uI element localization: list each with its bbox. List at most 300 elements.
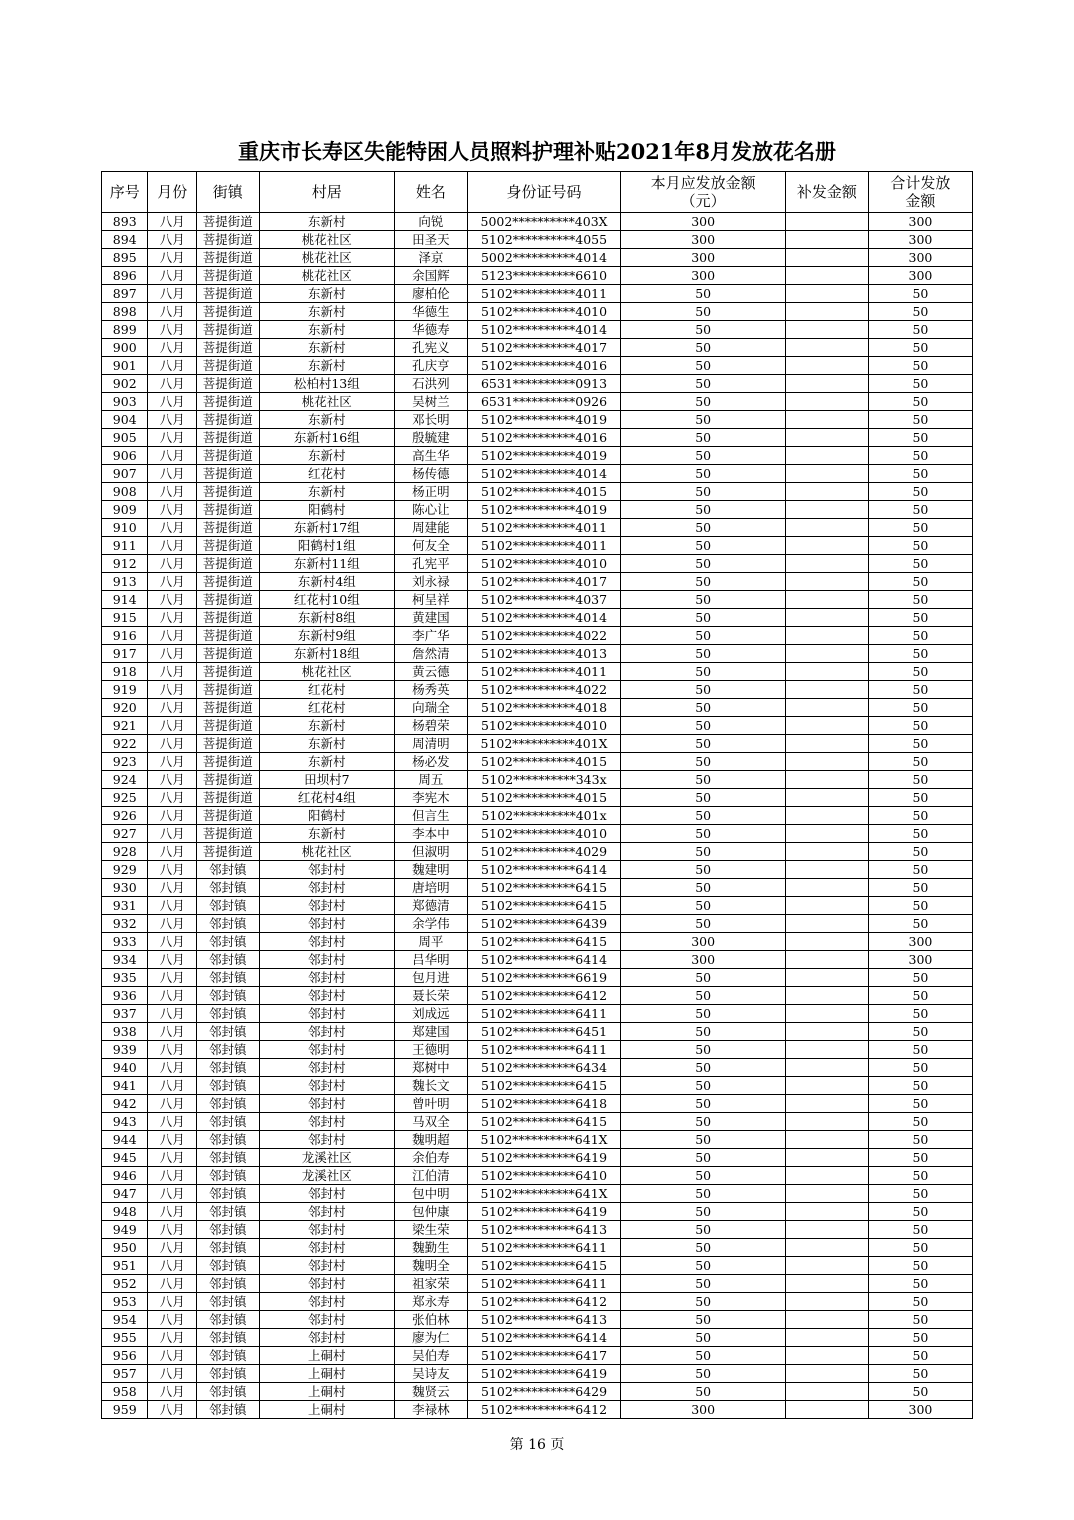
table-row — [102, 645, 973, 663]
cell-id: 5102**********6415 — [467, 1257, 621, 1275]
cell-id: 5102**********6429 — [467, 1383, 621, 1401]
cell-street: 菩提街道 — [196, 501, 259, 519]
cell-month: 八月 — [148, 879, 197, 897]
cell-village: 红花村10组 — [259, 591, 394, 609]
cell-name: 郑建国 — [395, 1023, 468, 1041]
cell-name: 聂长荣 — [395, 987, 468, 1005]
cell-street: 邻封镇 — [196, 951, 259, 969]
table-row — [102, 609, 973, 627]
cell-amount: 50 — [621, 501, 786, 519]
cell-month: 八月 — [148, 1221, 197, 1239]
cell-id: 5102**********4017 — [467, 573, 621, 591]
cell-total: 50 — [868, 1329, 972, 1347]
cell-amount: 50 — [621, 1113, 786, 1131]
cell-name: 王德明 — [395, 1041, 468, 1059]
cell-id: 5102**********4010 — [467, 717, 621, 735]
table-row — [102, 1059, 973, 1077]
cell-id: 5102**********6414 — [467, 951, 621, 969]
table-row — [102, 825, 973, 843]
cell-village: 松柏村13组 — [259, 375, 394, 393]
page-title: 重庆市长寿区失能特困人员照料护理补贴2021年8月发放花名册 — [237, 139, 837, 164]
cell-id: 5102**********6411 — [467, 1275, 621, 1293]
cell-village: 东新村17组 — [259, 519, 394, 537]
table-row — [102, 1239, 973, 1257]
cell-seq: 950 — [102, 1239, 148, 1257]
cell-total: 50 — [868, 969, 972, 987]
cell-street: 邻封镇 — [196, 1329, 259, 1347]
cell-village: 阳鹤村1组 — [259, 537, 394, 555]
cell-month: 八月 — [148, 1059, 197, 1077]
cell-reissue — [786, 861, 869, 879]
cell-month: 八月 — [148, 1203, 197, 1221]
cell-name: 魏贤云 — [395, 1383, 468, 1401]
cell-village: 东新村 — [259, 213, 394, 231]
cell-amount: 50 — [621, 1023, 786, 1041]
cell-reissue — [786, 1023, 869, 1041]
cell-seq: 912 — [102, 555, 148, 573]
cell-street: 邻封镇 — [196, 897, 259, 915]
cell-month: 八月 — [148, 1311, 197, 1329]
cell-village: 桃花社区 — [259, 663, 394, 681]
cell-street: 菩提街道 — [196, 447, 259, 465]
table-row — [102, 1293, 973, 1311]
table-row — [102, 285, 973, 303]
cell-name: 刘成远 — [395, 1005, 468, 1023]
cell-reissue — [786, 789, 869, 807]
cell-seq: 941 — [102, 1077, 148, 1095]
cell-village: 上硐村 — [259, 1401, 394, 1419]
table-row — [102, 393, 973, 411]
cell-month: 八月 — [148, 1257, 197, 1275]
cell-amount: 300 — [621, 249, 786, 267]
cell-reissue — [786, 681, 869, 699]
cell-seq: 919 — [102, 681, 148, 699]
cell-id: 5102**********4015 — [467, 753, 621, 771]
cell-month: 八月 — [148, 987, 197, 1005]
cell-street: 菩提街道 — [196, 735, 259, 753]
table-row — [102, 1023, 973, 1041]
cell-reissue — [786, 951, 869, 969]
cell-amount: 50 — [621, 1365, 786, 1383]
cell-village: 桃花社区 — [259, 843, 394, 861]
cell-id: 5102**********6419 — [467, 1149, 621, 1167]
cell-street: 邻封镇 — [196, 1185, 259, 1203]
cell-total: 300 — [868, 213, 972, 231]
cell-month: 八月 — [148, 1383, 197, 1401]
cell-reissue — [786, 1329, 869, 1347]
cell-seq: 956 — [102, 1347, 148, 1365]
cell-id: 5102**********6413 — [467, 1311, 621, 1329]
cell-village: 邻封村 — [259, 987, 394, 1005]
cell-street: 菩提街道 — [196, 483, 259, 501]
cell-seq: 913 — [102, 573, 148, 591]
cell-street: 邻封镇 — [196, 1167, 259, 1185]
cell-id: 5102**********4010 — [467, 303, 621, 321]
cell-month: 八月 — [148, 717, 197, 735]
cell-seq: 931 — [102, 897, 148, 915]
table-row — [102, 1041, 973, 1059]
cell-reissue — [786, 501, 869, 519]
cell-amount: 50 — [621, 303, 786, 321]
cell-seq: 914 — [102, 591, 148, 609]
cell-id: 5102**********6414 — [467, 861, 621, 879]
cell-id: 6531**********0926 — [467, 393, 621, 411]
cell-amount: 50 — [621, 645, 786, 663]
cell-month: 八月 — [148, 339, 197, 357]
cell-total: 50 — [868, 411, 972, 429]
cell-seq: 905 — [102, 429, 148, 447]
page-number: 第 16 页 — [509, 1437, 565, 1453]
cell-name: 郑树中 — [395, 1059, 468, 1077]
cell-street: 菩提街道 — [196, 285, 259, 303]
cell-amount: 50 — [621, 627, 786, 645]
table-row — [102, 699, 973, 717]
cell-amount: 300 — [621, 267, 786, 285]
cell-seq: 923 — [102, 753, 148, 771]
cell-amount: 50 — [621, 681, 786, 699]
cell-reissue — [786, 1221, 869, 1239]
col-header-amount: 本月应发放金额（元） — [621, 172, 786, 213]
cell-id: 5102**********6411 — [467, 1041, 621, 1059]
cell-name: 曾叶明 — [395, 1095, 468, 1113]
cell-id: 5102**********4017 — [467, 339, 621, 357]
cell-amount: 50 — [621, 843, 786, 861]
cell-month: 八月 — [148, 735, 197, 753]
cell-village: 桃花社区 — [259, 393, 394, 411]
table-row — [102, 1005, 973, 1023]
cell-street: 菩提街道 — [196, 429, 259, 447]
cell-seq: 921 — [102, 717, 148, 735]
cell-total: 50 — [868, 915, 972, 933]
cell-name: 孔宪义 — [395, 339, 468, 357]
cell-name: 吴伯寿 — [395, 1347, 468, 1365]
cell-name: 杨必发 — [395, 753, 468, 771]
cell-id: 5102**********6451 — [467, 1023, 621, 1041]
cell-amount: 50 — [621, 915, 786, 933]
cell-seq: 953 — [102, 1293, 148, 1311]
cell-seq: 924 — [102, 771, 148, 789]
cell-street: 邻封镇 — [196, 861, 259, 879]
cell-street: 菩提街道 — [196, 573, 259, 591]
cell-month: 八月 — [148, 807, 197, 825]
table-row — [102, 717, 973, 735]
cell-month: 八月 — [148, 861, 197, 879]
table-row — [102, 303, 973, 321]
cell-amount: 50 — [621, 1167, 786, 1185]
cell-id: 5102**********6434 — [467, 1059, 621, 1077]
cell-name: 祖家荣 — [395, 1275, 468, 1293]
cell-name: 梁生荣 — [395, 1221, 468, 1239]
cell-total: 50 — [868, 537, 972, 555]
cell-name: 华德寿 — [395, 321, 468, 339]
cell-seq: 897 — [102, 285, 148, 303]
cell-seq: 954 — [102, 1311, 148, 1329]
cell-id: 5102**********6410 — [467, 1167, 621, 1185]
cell-name: 向锐 — [395, 213, 468, 231]
cell-street: 邻封镇 — [196, 1311, 259, 1329]
cell-reissue — [786, 1005, 869, 1023]
cell-month: 八月 — [148, 1185, 197, 1203]
cell-reissue — [786, 1185, 869, 1203]
cell-month: 八月 — [148, 357, 197, 375]
cell-reissue — [786, 375, 869, 393]
cell-street: 菩提街道 — [196, 357, 259, 375]
cell-street: 菩提街道 — [196, 771, 259, 789]
cell-name: 包中明 — [395, 1185, 468, 1203]
cell-name: 孔庆亨 — [395, 357, 468, 375]
cell-total: 50 — [868, 1041, 972, 1059]
cell-name: 詹然清 — [395, 645, 468, 663]
cell-month: 八月 — [148, 321, 197, 339]
cell-village: 邻封村 — [259, 1311, 394, 1329]
table-row — [102, 1185, 973, 1203]
cell-amount: 50 — [621, 1095, 786, 1113]
cell-seq: 942 — [102, 1095, 148, 1113]
col-header-reissue: 补发金额 — [786, 172, 869, 213]
cell-seq: 937 — [102, 1005, 148, 1023]
col-header-seq: 序号 — [102, 172, 148, 213]
cell-total: 50 — [868, 375, 972, 393]
cell-street: 邻封镇 — [196, 1149, 259, 1167]
table-row — [102, 1401, 973, 1419]
cell-reissue — [786, 1131, 869, 1149]
cell-amount: 50 — [621, 411, 786, 429]
cell-total: 50 — [868, 357, 972, 375]
cell-seq: 904 — [102, 411, 148, 429]
cell-amount: 50 — [621, 1041, 786, 1059]
cell-total: 50 — [868, 1023, 972, 1041]
cell-reissue — [786, 663, 869, 681]
cell-amount: 50 — [621, 861, 786, 879]
cell-name: 石洪列 — [395, 375, 468, 393]
cell-id: 5102**********4019 — [467, 411, 621, 429]
cell-village: 邻封村 — [259, 1293, 394, 1311]
cell-total: 300 — [868, 933, 972, 951]
table-row — [102, 375, 973, 393]
cell-name: 柯呈祥 — [395, 591, 468, 609]
cell-seq: 915 — [102, 609, 148, 627]
cell-amount: 50 — [621, 465, 786, 483]
cell-name: 何友全 — [395, 537, 468, 555]
cell-street: 菩提街道 — [196, 555, 259, 573]
cell-seq: 916 — [102, 627, 148, 645]
cell-total: 50 — [868, 789, 972, 807]
cell-month: 八月 — [148, 789, 197, 807]
cell-month: 八月 — [148, 1239, 197, 1257]
cell-name: 张伯林 — [395, 1311, 468, 1329]
cell-village: 邻封村 — [259, 1095, 394, 1113]
cell-amount: 300 — [621, 231, 786, 249]
cell-street: 菩提街道 — [196, 465, 259, 483]
cell-seq: 922 — [102, 735, 148, 753]
table-row — [102, 1167, 973, 1185]
cell-amount: 50 — [621, 1185, 786, 1203]
cell-id: 5102**********4055 — [467, 231, 621, 249]
cell-name: 魏勤生 — [395, 1239, 468, 1257]
cell-village: 东新村 — [259, 357, 394, 375]
cell-reissue — [786, 645, 869, 663]
cell-month: 八月 — [148, 285, 197, 303]
cell-name: 李广华 — [395, 627, 468, 645]
cell-street: 菩提街道 — [196, 627, 259, 645]
cell-total: 50 — [868, 339, 972, 357]
cell-total: 50 — [868, 645, 972, 663]
cell-seq: 955 — [102, 1329, 148, 1347]
cell-seq: 906 — [102, 447, 148, 465]
table-row — [102, 843, 973, 861]
cell-village: 东新村 — [259, 411, 394, 429]
cell-name: 吴诗友 — [395, 1365, 468, 1383]
cell-name: 杨正明 — [395, 483, 468, 501]
cell-amount: 50 — [621, 879, 786, 897]
table-row — [102, 1221, 973, 1239]
cell-street: 邻封镇 — [196, 1365, 259, 1383]
cell-amount: 50 — [621, 1329, 786, 1347]
cell-id: 5102**********4016 — [467, 357, 621, 375]
cell-amount: 50 — [621, 429, 786, 447]
cell-total: 50 — [868, 879, 972, 897]
cell-amount: 50 — [621, 591, 786, 609]
cell-name: 但淑明 — [395, 843, 468, 861]
cell-month: 八月 — [148, 483, 197, 501]
cell-amount: 50 — [621, 339, 786, 357]
cell-month: 八月 — [148, 1167, 197, 1185]
cell-id: 6531**********0913 — [467, 375, 621, 393]
cell-name: 郑永寿 — [395, 1293, 468, 1311]
table-row — [102, 555, 973, 573]
cell-name: 马双全 — [395, 1113, 468, 1131]
table-row — [102, 321, 973, 339]
cell-reissue — [786, 825, 869, 843]
cell-reissue — [786, 357, 869, 375]
cell-id: 5102**********4022 — [467, 627, 621, 645]
cell-month: 八月 — [148, 1131, 197, 1149]
cell-id: 5102**********6619 — [467, 969, 621, 987]
table-row — [102, 627, 973, 645]
cell-seq: 949 — [102, 1221, 148, 1239]
cell-amount: 50 — [621, 573, 786, 591]
cell-month: 八月 — [148, 573, 197, 591]
table-row — [102, 1257, 973, 1275]
cell-total: 50 — [868, 1275, 972, 1293]
table-row — [102, 1329, 973, 1347]
cell-village: 邻封村 — [259, 915, 394, 933]
table-row — [102, 447, 973, 465]
cell-village: 阳鹤村 — [259, 807, 394, 825]
cell-seq: 933 — [102, 933, 148, 951]
cell-month: 八月 — [148, 519, 197, 537]
cell-name: 魏建明 — [395, 861, 468, 879]
cell-street: 菩提街道 — [196, 807, 259, 825]
cell-month: 八月 — [148, 1005, 197, 1023]
cell-amount: 50 — [621, 1311, 786, 1329]
cell-id: 5102**********4016 — [467, 429, 621, 447]
cell-name: 李本中 — [395, 825, 468, 843]
cell-amount: 50 — [621, 717, 786, 735]
cell-street: 菩提街道 — [196, 537, 259, 555]
cell-id: 5102**********4013 — [467, 645, 621, 663]
cell-total: 50 — [868, 861, 972, 879]
cell-month: 八月 — [148, 1401, 197, 1419]
cell-id: 5102**********4015 — [467, 789, 621, 807]
col-header-name: 姓名 — [395, 172, 468, 213]
cell-village: 东新村9组 — [259, 627, 394, 645]
cell-total: 50 — [868, 1347, 972, 1365]
table-row — [102, 879, 973, 897]
cell-street: 菩提街道 — [196, 339, 259, 357]
table-row — [102, 573, 973, 591]
cell-seq: 938 — [102, 1023, 148, 1041]
cell-reissue — [786, 699, 869, 717]
cell-street: 邻封镇 — [196, 1023, 259, 1041]
cell-reissue — [786, 1311, 869, 1329]
cell-street: 邻封镇 — [196, 1095, 259, 1113]
cell-total: 50 — [868, 1131, 972, 1149]
cell-month: 八月 — [148, 1077, 197, 1095]
cell-id: 5102**********641X — [467, 1185, 621, 1203]
cell-seq: 899 — [102, 321, 148, 339]
cell-reissue — [786, 537, 869, 555]
col-header-street: 街镇 — [196, 172, 259, 213]
cell-total: 50 — [868, 627, 972, 645]
table-row — [102, 501, 973, 519]
table-row — [102, 753, 973, 771]
cell-id: 5102**********4010 — [467, 825, 621, 843]
cell-total: 50 — [868, 1113, 972, 1131]
cell-name: 唐培明 — [395, 879, 468, 897]
cell-total: 50 — [868, 1185, 972, 1203]
cell-name: 华德生 — [395, 303, 468, 321]
cell-name: 吕华明 — [395, 951, 468, 969]
cell-name: 郑德清 — [395, 897, 468, 915]
cell-id: 5102**********6412 — [467, 1401, 621, 1419]
cell-month: 八月 — [148, 897, 197, 915]
cell-id: 5102**********4022 — [467, 681, 621, 699]
cell-id: 5102**********6439 — [467, 915, 621, 933]
cell-reissue — [786, 879, 869, 897]
cell-street: 菩提街道 — [196, 609, 259, 627]
cell-street: 菩提街道 — [196, 375, 259, 393]
cell-amount: 50 — [621, 789, 786, 807]
cell-name: 陈心让 — [395, 501, 468, 519]
cell-name: 廖柏伦 — [395, 285, 468, 303]
cell-street: 邻封镇 — [196, 1347, 259, 1365]
col-header-village: 村居 — [259, 172, 394, 213]
table-row — [102, 933, 973, 951]
cell-village: 邻封村 — [259, 951, 394, 969]
table-row — [102, 1113, 973, 1131]
cell-amount: 50 — [621, 663, 786, 681]
cell-total: 50 — [868, 1005, 972, 1023]
cell-seq: 907 — [102, 465, 148, 483]
cell-name: 杨碧荣 — [395, 717, 468, 735]
cell-reissue — [786, 339, 869, 357]
cell-month: 八月 — [148, 753, 197, 771]
cell-name: 孔宪平 — [395, 555, 468, 573]
cell-id: 5102**********6411 — [467, 1239, 621, 1257]
cell-reissue — [786, 1239, 869, 1257]
cell-amount: 50 — [621, 483, 786, 501]
cell-id: 5102**********6415 — [467, 1077, 621, 1095]
cell-seq: 930 — [102, 879, 148, 897]
cell-street: 菩提街道 — [196, 753, 259, 771]
cell-reissue — [786, 1041, 869, 1059]
cell-street: 菩提街道 — [196, 303, 259, 321]
cell-amount: 50 — [621, 609, 786, 627]
cell-id: 5102**********343x — [467, 771, 621, 789]
cell-month: 八月 — [148, 537, 197, 555]
cell-reissue — [786, 933, 869, 951]
